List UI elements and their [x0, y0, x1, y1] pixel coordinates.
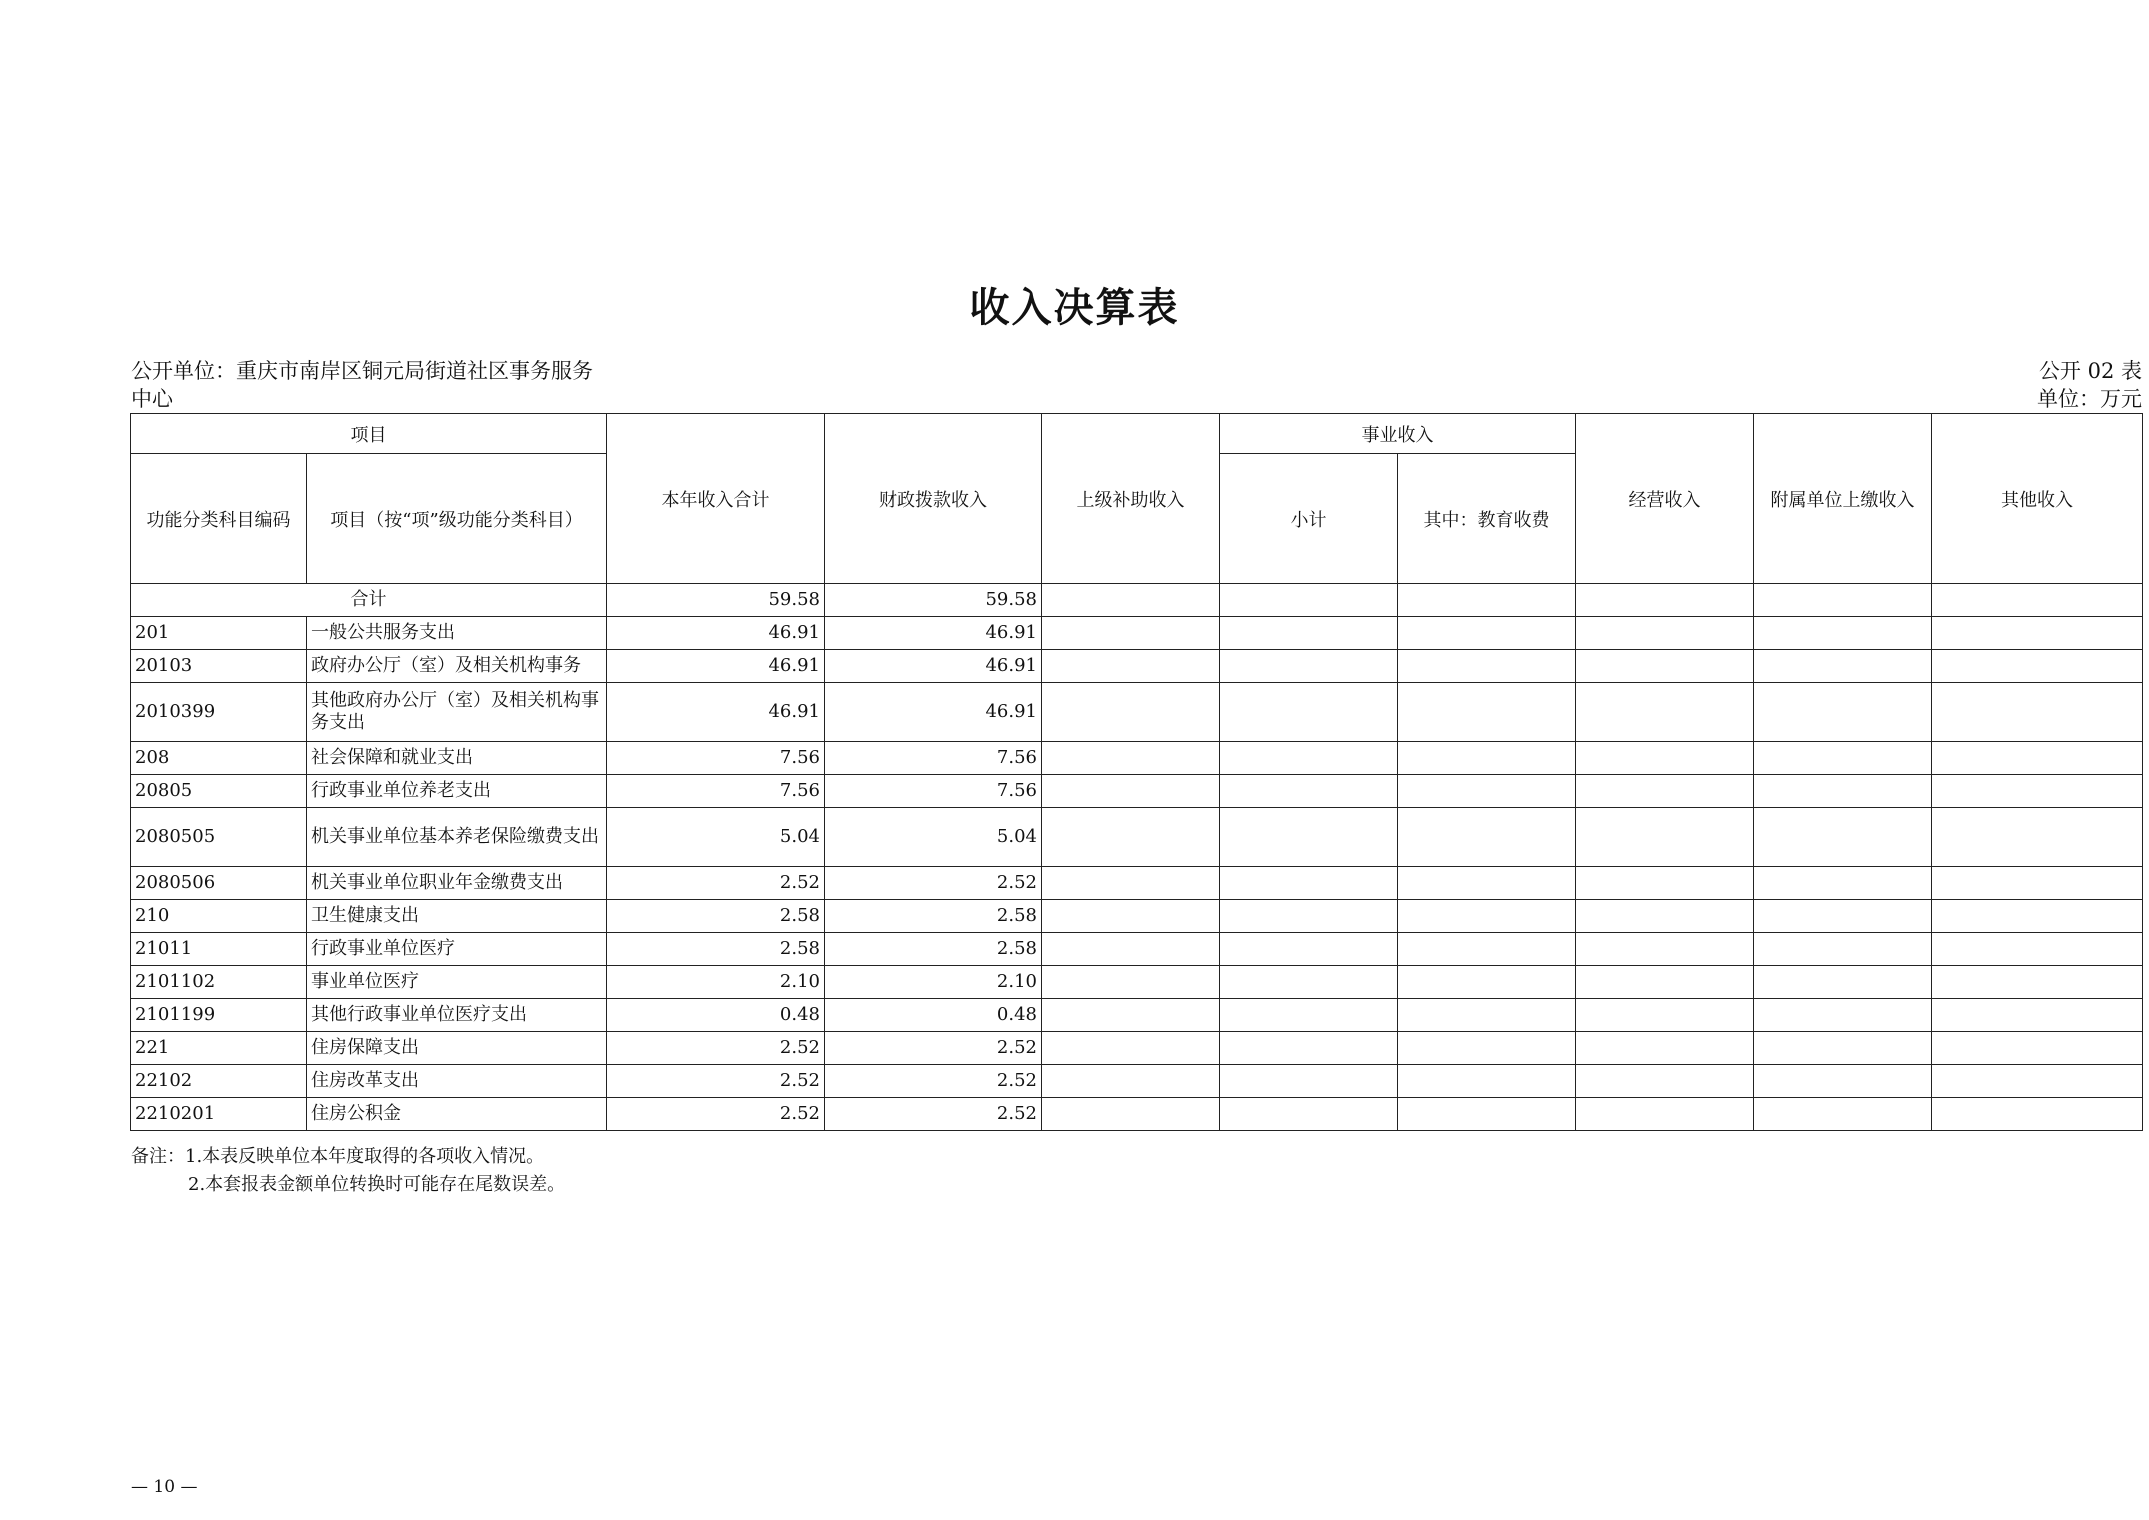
- row-name: 住房改革支出: [307, 1065, 607, 1098]
- row-code: 20805: [131, 775, 307, 808]
- row-fiscal: 2.52: [825, 867, 1042, 900]
- notes: [131, 1143, 565, 1199]
- total-row: [131, 584, 2143, 617]
- row-code: 2210201: [131, 1098, 307, 1131]
- table-row: [131, 775, 2143, 808]
- form-code: 公开 02 表: [2038, 359, 2142, 383]
- row-total: 46.91: [607, 650, 825, 683]
- row-total: 2.58: [607, 900, 825, 933]
- row-fiscal: 2.52: [825, 1098, 1042, 1131]
- row-total: 7.56: [607, 742, 825, 775]
- row-code: 201: [131, 617, 307, 650]
- row-name: 其他政府办公厅（室）及相关机构事务支出: [307, 683, 607, 742]
- table-row: [131, 742, 2143, 775]
- row-name: 其他行政事业单位医疗支出: [307, 999, 607, 1032]
- row-fiscal: 2.52: [825, 1032, 1042, 1065]
- row-fiscal: 0.48: [825, 999, 1042, 1032]
- row-fiscal: 46.91: [825, 683, 1042, 742]
- table-row: [131, 1032, 2143, 1065]
- table-row: [131, 1065, 2143, 1098]
- row-fiscal: 2.52: [825, 1065, 1042, 1098]
- row-name: 行政事业单位养老支出: [307, 775, 607, 808]
- row-total: 0.48: [607, 999, 825, 1032]
- header-total-income: 本年收入合计: [607, 414, 825, 584]
- table-row: [131, 933, 2143, 966]
- table-row: [131, 683, 2143, 742]
- row-total: 46.91: [607, 683, 825, 742]
- row-fiscal: 2.58: [825, 900, 1042, 933]
- row-total: 2.58: [607, 933, 825, 966]
- row-name: 政府办公厅（室）及相关机构事务: [307, 650, 607, 683]
- income-table: [130, 413, 2143, 1131]
- row-fiscal: 2.58: [825, 933, 1042, 966]
- total-label: 合计: [131, 584, 607, 617]
- row-total: 2.52: [607, 1065, 825, 1098]
- page-title: 收入决算表: [969, 285, 1180, 331]
- note-2: 2.本套报表金额单位转换时可能存在尾数误差。: [188, 1174, 566, 1195]
- row-total: 2.52: [607, 1032, 825, 1065]
- header-subtotal: 小计: [1220, 454, 1398, 584]
- page-number: — 10 —: [131, 1477, 198, 1497]
- header-func-name: 项目（按“项”级功能分类科目）: [307, 454, 607, 584]
- row-fiscal: 5.04: [825, 808, 1042, 867]
- table-row: [131, 966, 2143, 999]
- row-total: 5.04: [607, 808, 825, 867]
- table-row: [131, 617, 2143, 650]
- row-code: 2010399: [131, 683, 307, 742]
- note-1: 备注：1.本表反映单位本年度取得的各项收入情况。: [131, 1146, 545, 1167]
- row-code: 208: [131, 742, 307, 775]
- row-fiscal: 46.91: [825, 617, 1042, 650]
- row-total: 46.91: [607, 617, 825, 650]
- row-code: 210: [131, 900, 307, 933]
- row-total: 2.10: [607, 966, 825, 999]
- table-row: [131, 808, 2143, 867]
- row-code: 2101102: [131, 966, 307, 999]
- header-business-group: 事业收入: [1220, 414, 1576, 454]
- row-name: 住房公积金: [307, 1098, 607, 1131]
- row-name: 社会保障和就业支出: [307, 742, 607, 775]
- row-total: 2.52: [607, 1098, 825, 1131]
- header-func-code: 功能分类科目编码: [131, 454, 307, 584]
- row-code: 20103: [131, 650, 307, 683]
- row-name: 机关事业单位基本养老保险缴费支出: [307, 808, 607, 867]
- money-unit: 单位：万元: [2037, 387, 2142, 411]
- header-item-group: 项目: [131, 414, 607, 454]
- row-code: 2080506: [131, 867, 307, 900]
- row-name: 机关事业单位职业年金缴费支出: [307, 867, 607, 900]
- row-fiscal: 2.10: [825, 966, 1042, 999]
- reporting-unit: 公开单位：重庆市南岸区铜元局街道社区事务服务中心: [131, 359, 593, 411]
- table-row: [131, 900, 2143, 933]
- total-fiscal: 59.58: [825, 584, 1042, 617]
- row-name: 一般公共服务支出: [307, 617, 607, 650]
- row-code: 2080505: [131, 808, 307, 867]
- header-edu-fee: 其中：教育收费: [1398, 454, 1576, 584]
- header-fiscal: 财政拨款收入: [825, 414, 1042, 584]
- header-operating: 经营收入: [1576, 414, 1754, 584]
- row-name: 住房保障支出: [307, 1032, 607, 1065]
- row-code: 221: [131, 1032, 307, 1065]
- row-name: 卫生健康支出: [307, 900, 607, 933]
- row-code: 21011: [131, 933, 307, 966]
- table-row: [131, 999, 2143, 1032]
- total-income: 59.58: [607, 584, 825, 617]
- table-row: [131, 867, 2143, 900]
- row-code: 2101199: [131, 999, 307, 1032]
- row-fiscal: 7.56: [825, 775, 1042, 808]
- row-name: 事业单位医疗: [307, 966, 607, 999]
- header-other: 其他收入: [1932, 414, 2143, 584]
- row-name: 行政事业单位医疗: [307, 933, 607, 966]
- header-superior: 上级补助收入: [1042, 414, 1220, 584]
- header-affiliated: 附属单位上缴收入: [1754, 414, 1932, 584]
- row-total: 2.52: [607, 867, 825, 900]
- row-total: 7.56: [607, 775, 825, 808]
- row-code: 22102: [131, 1065, 307, 1098]
- table-row: [131, 1098, 2143, 1131]
- row-fiscal: 7.56: [825, 742, 1042, 775]
- row-fiscal: 46.91: [825, 650, 1042, 683]
- table-row: [131, 650, 2143, 683]
